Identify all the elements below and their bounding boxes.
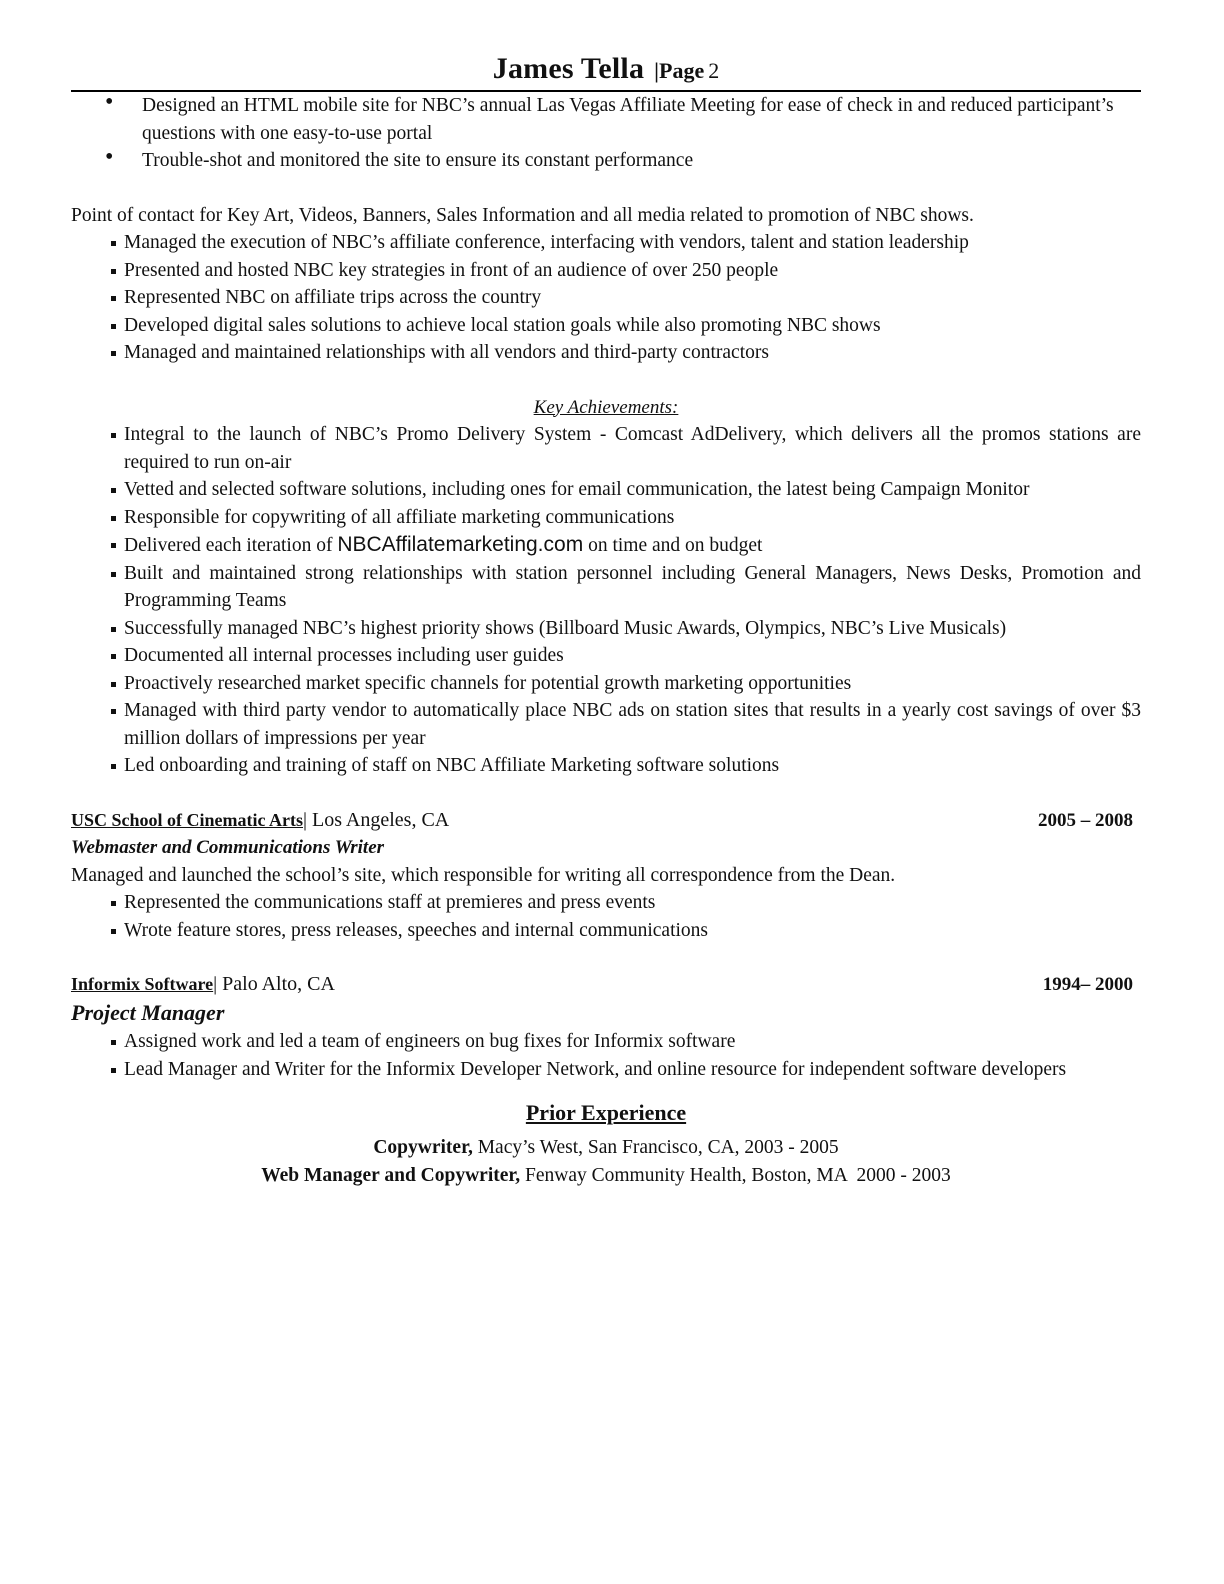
- prior-line-2-role: Web Manager and Copywriter,: [261, 1164, 521, 1186]
- site-link[interactable]: NBCAffilatemarketing.com: [337, 533, 584, 556]
- page-label: Page: [659, 58, 705, 83]
- prior-line-2-detail: Fenway Community Health, Boston, MA 2000 - 2003: [520, 1164, 951, 1186]
- list-item: Presented and hosted NBC key strategies in front of an audience of over 250 people: [71, 257, 1141, 285]
- page-header: [71, 52, 1141, 92]
- list-item: Assigned work and led a team of engineers on bug fixes for Informix software: [71, 1028, 1141, 1056]
- list-item: Led onboarding and training of staff on NBC Affiliate Marketing software solutions: [71, 752, 1141, 780]
- list-item: Documented all internal processes including user guides: [71, 642, 1141, 670]
- usc-summary: Managed and launched the school’s site, which responsible for writing all correspondence from the Dean.: [71, 864, 896, 886]
- list-item: Represented the communications staff at premieres and press events: [71, 889, 1141, 917]
- list-item: Managed and maintained relationships with all vendors and third-party contractors: [71, 339, 1141, 367]
- usc-employer-name: USC School of Cinematic Arts: [71, 809, 303, 830]
- list-item: Successfully managed NBC’s highest priority shows (Billboard Music Awards, Olympics, NBC’s Live Musicals): [71, 615, 1141, 643]
- list-item: Developed digital sales solutions to achieve local station goals while also promoting NBC shows: [71, 312, 1141, 340]
- list-item: Proactively researched market specific channels for potential growth marketing opportunities: [71, 670, 1141, 698]
- prior-line-2: [71, 1162, 1141, 1190]
- list-item: Integral to the launch of NBC’s Promo Delivery System - Comcast AdDelivery, which delivers all the promos stations are required to run on-air: [71, 421, 1141, 476]
- usc-location: | Los Angeles, CA: [303, 808, 450, 831]
- key-achievements-list: [71, 421, 1141, 780]
- list-item: Built and maintained strong relationships with station personnel including General Managers, News Desks, Promotion and Programming Teams: [71, 560, 1141, 615]
- intro-bullet-list: [71, 92, 1141, 175]
- list-item: • Trouble-shot and monitored the site to ensure its constant performance: [71, 147, 1141, 175]
- header-separator: |: [654, 58, 660, 83]
- list-item: Vetted and selected software solutions, including ones for email communication, the latest being Campaign Monitor: [71, 476, 1141, 504]
- list-item-delivered: [71, 531, 1141, 560]
- usc-bullet-list: [71, 889, 1141, 944]
- list-item: Managed with third party vendor to automatically place NBC ads on station sites that results in a yearly cost savings of over $3 million dollars of impressions per year: [71, 697, 1141, 752]
- key-achievements-title: Key Achievements:: [533, 396, 679, 418]
- informix-role: Project Manager: [71, 999, 225, 1025]
- informix-employer-row: [71, 971, 1141, 999]
- usc-dates: 2005 – 2008: [1038, 809, 1133, 831]
- prior-experience-title: Prior Experience: [525, 1100, 687, 1125]
- list-item: • Designed an HTML mobile site for NBC’s annual Las Vegas Affiliate Meeting for ease of check in and reduced participant’s questions with one easy-to-use portal: [71, 92, 1141, 147]
- page-number: 2: [708, 58, 720, 83]
- delivered-text-after: on time and on budget: [583, 535, 763, 556]
- informix-location: | Palo Alto, CA: [213, 973, 335, 995]
- informix-dates: 1994– 2000: [1042, 974, 1133, 995]
- list-item: Managed the execution of NBC’s affiliate conference, interfacing with vendors, talent and station leadership: [71, 229, 1141, 257]
- list-item: Wrote feature stores, press releases, speeches and internal communications: [71, 917, 1141, 945]
- list-item: Represented NBC on affiliate trips across the country: [71, 284, 1141, 312]
- nbc-contact-summary: Point of contact for Key Art, Videos, Banners, Sales Information and all media related to promotion of NBC shows.: [71, 204, 974, 226]
- usc-employer-row: [71, 807, 1141, 835]
- candidate-name: James Tella: [492, 52, 645, 85]
- delivered-text-before: Delivered each iteration of: [124, 535, 338, 556]
- list-item: Lead Manager and Writer for the Informix Developer Network, and online resource for independent software developers: [71, 1056, 1141, 1084]
- usc-role: Webmaster and Communications Writer: [71, 837, 385, 858]
- resume-page: [71, 52, 1141, 1189]
- prior-line-1-detail: Macy’s West, San Francisco, CA, 2003 - 2005: [472, 1137, 839, 1158]
- prior-line-1: [71, 1134, 1141, 1162]
- nbc-contact-bullet-list: [71, 229, 1141, 367]
- prior-line-1-role: Copywriter,: [373, 1137, 473, 1158]
- informix-bullet-list: [71, 1028, 1141, 1083]
- informix-employer-name: Informix Software: [71, 974, 214, 994]
- list-item: Responsible for copywriting of all affiliate marketing communications: [71, 504, 1141, 532]
